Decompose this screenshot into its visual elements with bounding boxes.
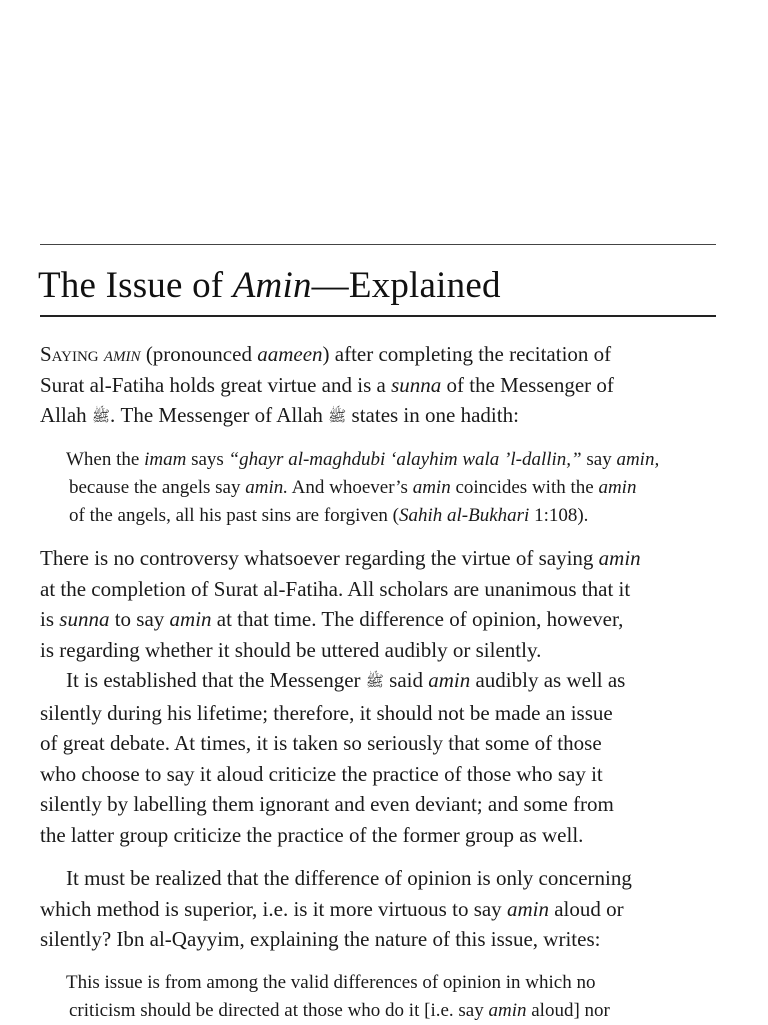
text-run: Surat al-Fatiha holds great virtue and is a <box>40 372 392 397</box>
pbuh-honorific: ﷺ <box>91 409 111 425</box>
text-run: silently by labelling them ignorant and even deviant; and some from <box>40 792 614 816</box>
text-run: “ghayr al-maghdubi ‘alayhim wala ’l-dallin,” <box>228 449 582 470</box>
text-line <box>40 635 720 666</box>
text-line <box>66 969 718 997</box>
text-run: at that time. The difference of opinion, however, <box>211 607 624 631</box>
paragraph-3 <box>40 665 720 850</box>
text-run: said <box>383 668 429 692</box>
text-run: sunna <box>59 607 110 631</box>
text-run: silently? Ibn al-Qayyim, explaining the nature of this issue, writes: <box>40 927 601 951</box>
text-run: who choose to say it aloud criticize the practice of those who say it <box>40 761 603 786</box>
text-run: coincides with the <box>450 477 599 498</box>
text-run: Sahih al-Bukhari <box>398 505 530 526</box>
text-line <box>40 924 720 955</box>
text-run: There is no controversy whatsoever regarding the virtue of saying <box>40 546 599 570</box>
text-run: 1:108). <box>529 505 589 526</box>
text-run: amin <box>412 477 451 498</box>
text-run: audibly as well as <box>470 668 626 692</box>
text-run: because the angels say <box>69 477 246 498</box>
text-run: states in one hadith: <box>346 403 519 427</box>
text-run: It must be realized that the difference of opinion is only concerning <box>66 866 632 890</box>
hadith-quote <box>66 446 718 530</box>
text-run: amin. <box>245 477 288 498</box>
top-rule <box>40 244 716 245</box>
title-italic: Amin <box>232 265 312 306</box>
paragraph-4 <box>40 863 720 955</box>
text-line <box>40 698 720 729</box>
text-line <box>40 759 720 790</box>
text-run: says <box>186 449 229 470</box>
pbuh-honorific: ﷺ <box>365 674 384 690</box>
text-run: of the angels, all his past sins are forgiven ( <box>69 505 399 526</box>
title-part1: The Issue of <box>38 265 233 306</box>
text-run: of great debate. At times, it is taken so seriously that some of those <box>40 731 602 755</box>
text-run: amin <box>506 896 549 921</box>
text-line <box>40 728 720 759</box>
paragraph-1 <box>40 339 720 433</box>
text-run: aloud or <box>548 896 624 921</box>
text-line <box>66 997 718 1025</box>
text-run: amin <box>598 546 641 570</box>
text-run: ) after completing the recitation of <box>322 342 612 366</box>
pbuh-honorific: ﷺ <box>328 409 347 425</box>
text-line <box>40 543 720 574</box>
text-run: When the <box>66 449 145 470</box>
text-line <box>40 339 720 370</box>
title-part2: —Explained <box>311 265 501 306</box>
text-run: sunna <box>391 372 442 397</box>
text-run: criticism should be directed at those who do it [i.e. say <box>69 1000 489 1021</box>
text-run: aameen <box>257 342 323 366</box>
text-run: amin <box>428 668 471 692</box>
text-run: is <box>40 607 60 631</box>
ibn-al-qayyim-quote <box>66 969 718 1025</box>
text-run: This issue is from among the valid differences of opinion in which no <box>66 972 596 993</box>
text-run: amin <box>598 477 637 498</box>
text-run: the latter group criticize the practice of the former group as well. <box>40 822 584 847</box>
text-line <box>40 789 720 820</box>
text-line <box>40 400 720 433</box>
text-run: . The Messenger of Allah <box>110 403 329 427</box>
text-run: imam <box>144 449 187 470</box>
text-run: Allah <box>40 403 92 427</box>
text-run: amin <box>103 342 141 366</box>
text-run: aloud] nor <box>526 1000 610 1021</box>
text-run: Saying <box>40 342 104 366</box>
text-run: (pronounced <box>140 342 258 366</box>
text-run: to say <box>109 607 170 631</box>
text-line <box>40 370 720 401</box>
text-run: And whoever’s <box>287 477 413 498</box>
paragraph-2 <box>40 543 720 665</box>
text-line <box>40 604 720 635</box>
text-line <box>40 665 720 698</box>
text-run: at the completion of Surat al-Fatiha. All scholars are unanimous that it <box>40 576 631 601</box>
text-run: is regarding whether it should be uttered audibly or silently. <box>40 637 542 662</box>
text-line <box>66 446 718 474</box>
text-run: say <box>581 449 617 470</box>
text-line <box>40 574 720 605</box>
text-run: amin <box>488 1000 527 1021</box>
title-rule <box>40 315 716 317</box>
chapter-title <box>38 264 501 307</box>
text-run: which method is superior, i.e. is it more virtuous to say <box>40 896 507 921</box>
text-line <box>66 502 718 530</box>
text-run: amin, <box>616 449 660 470</box>
text-run: It is established that the Messenger <box>66 668 366 692</box>
text-line <box>40 820 720 851</box>
text-line <box>40 894 720 925</box>
text-run: of the Messenger of <box>441 372 614 397</box>
text-run: silently during his lifetime; therefore, it should not be made an issue <box>40 700 613 725</box>
text-line <box>66 474 718 502</box>
text-line <box>40 863 720 894</box>
text-run: amin <box>169 607 212 631</box>
